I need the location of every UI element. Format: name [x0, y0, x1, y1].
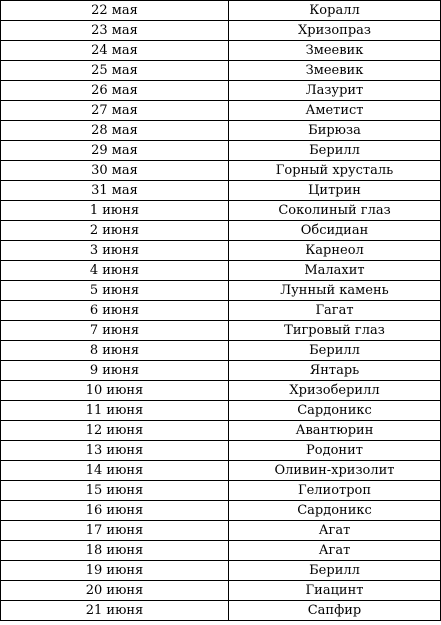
table-row: [1, 161, 441, 181]
date-cell: 12 июня: [1, 421, 229, 441]
date-cell: 18 июня: [1, 541, 229, 561]
stone-cell: Гиацинт: [229, 581, 441, 601]
stone-cell: Лазурит: [229, 81, 441, 101]
stone-cell: Лунный камень: [229, 281, 441, 301]
date-cell: 26 мая: [1, 81, 229, 101]
date-cell: 20 июня: [1, 581, 229, 601]
stone-cell: Малахит: [229, 261, 441, 281]
table-row: [1, 581, 441, 601]
table-row: [1, 381, 441, 401]
table-row: [1, 521, 441, 541]
stone-cell: Хризоберилл: [229, 381, 441, 401]
stone-cell: Гагат: [229, 301, 441, 321]
table-row: [1, 181, 441, 201]
stone-cell: Гелиотроп: [229, 481, 441, 501]
stone-cell: Аметист: [229, 101, 441, 121]
table-row: [1, 281, 441, 301]
table-row: [1, 421, 441, 441]
table-row: [1, 361, 441, 381]
stone-cell: Берилл: [229, 141, 441, 161]
date-cell: 14 июня: [1, 461, 229, 481]
date-cell: 15 июня: [1, 481, 229, 501]
date-cell: 1 июня: [1, 201, 229, 221]
table-row: [1, 341, 441, 361]
date-cell: 5 июня: [1, 281, 229, 301]
table-row: [1, 201, 441, 221]
table-row: [1, 21, 441, 41]
date-cell: 6 июня: [1, 301, 229, 321]
table-row: [1, 441, 441, 461]
stone-cell: Змеевик: [229, 41, 441, 61]
table-row: [1, 101, 441, 121]
table-row: [1, 41, 441, 61]
date-cell: 21 июня: [1, 601, 229, 621]
table-row: [1, 141, 441, 161]
stone-cell: Родонит: [229, 441, 441, 461]
stone-cell: Оливин-хризолит: [229, 461, 441, 481]
table-row: [1, 461, 441, 481]
table-row: [1, 561, 441, 581]
table-row: [1, 541, 441, 561]
date-cell: 8 июня: [1, 341, 229, 361]
date-cell: 23 мая: [1, 21, 229, 41]
date-cell: 7 июня: [1, 321, 229, 341]
date-cell: 13 июня: [1, 441, 229, 461]
date-cell: 4 июня: [1, 261, 229, 281]
table-row: [1, 301, 441, 321]
table-row: [1, 121, 441, 141]
table-row: [1, 261, 441, 281]
table-row: [1, 401, 441, 421]
stone-cell: Берилл: [229, 561, 441, 581]
date-cell: 27 мая: [1, 101, 229, 121]
table-row: [1, 241, 441, 261]
date-cell: 10 июня: [1, 381, 229, 401]
stone-cell: Сапфир: [229, 601, 441, 621]
table-row: [1, 221, 441, 241]
table-row: [1, 1, 441, 21]
date-cell: 25 мая: [1, 61, 229, 81]
table-row: [1, 61, 441, 81]
date-cell: 19 июня: [1, 561, 229, 581]
stone-cell: Берилл: [229, 341, 441, 361]
date-cell: 2 июня: [1, 221, 229, 241]
stone-cell: Янтарь: [229, 361, 441, 381]
stone-cell: Тигровый глаз: [229, 321, 441, 341]
stone-cell: Агат: [229, 541, 441, 561]
stone-cell: Карнеол: [229, 241, 441, 261]
stone-cell: Сардоникс: [229, 401, 441, 421]
stone-cell: Сардоникс: [229, 501, 441, 521]
date-cell: 24 мая: [1, 41, 229, 61]
date-cell: 29 мая: [1, 141, 229, 161]
date-cell: 9 июня: [1, 361, 229, 381]
table-row: [1, 481, 441, 501]
table-row: [1, 321, 441, 341]
table-row: [1, 501, 441, 521]
stone-cell: Соколиный глаз: [229, 201, 441, 221]
stone-cell: Авантюрин: [229, 421, 441, 441]
stone-cell: Обсидиан: [229, 221, 441, 241]
date-cell: 22 мая: [1, 1, 229, 21]
table-body: [1, 1, 441, 621]
date-cell: 16 июня: [1, 501, 229, 521]
stone-cell: Змеевик: [229, 61, 441, 81]
stone-cell: Хризопраз: [229, 21, 441, 41]
date-cell: 17 июня: [1, 521, 229, 541]
table-row: [1, 81, 441, 101]
stone-cell: Агат: [229, 521, 441, 541]
stone-cell: Горный хрусталь: [229, 161, 441, 181]
table-row: [1, 601, 441, 621]
stone-cell: Коралл: [229, 1, 441, 21]
date-cell: 11 июня: [1, 401, 229, 421]
date-cell: 3 июня: [1, 241, 229, 261]
date-cell: 28 мая: [1, 121, 229, 141]
date-cell: 31 мая: [1, 181, 229, 201]
stone-cell: Бирюза: [229, 121, 441, 141]
date-cell: 30 мая: [1, 161, 229, 181]
stone-cell: Цитрин: [229, 181, 441, 201]
